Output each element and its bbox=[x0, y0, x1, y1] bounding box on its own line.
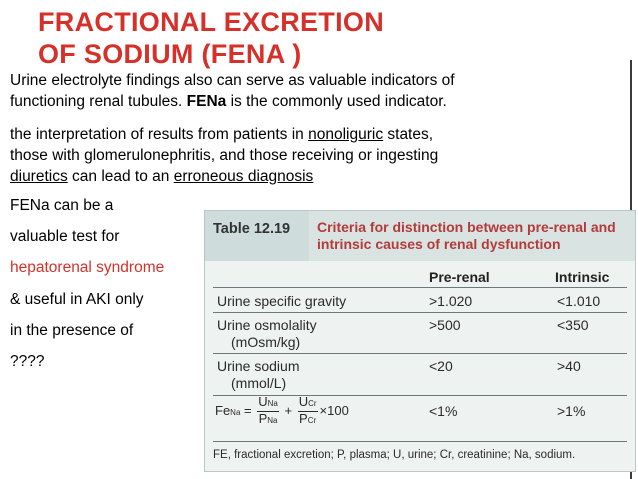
p-sub-na: Na bbox=[267, 416, 278, 425]
table-number: Table 12.19 bbox=[213, 221, 291, 237]
fena-eq: = bbox=[240, 402, 256, 418]
para2-line3-mid: can lead to an bbox=[67, 168, 174, 185]
table-footnote: FE, fractional excretion; P, plasma; U, urine; Cr, creatinine; Na, sodium. bbox=[213, 449, 576, 461]
cell-prerenal-sodium: <20 bbox=[429, 358, 453, 374]
list-item-hepatorenal: hepatorenal syndrome bbox=[10, 259, 165, 276]
p-symbol: P bbox=[258, 411, 268, 426]
cell-intrinsic-sodium: >40 bbox=[557, 358, 581, 374]
para2-line1-post: states, bbox=[383, 126, 434, 143]
list-item-question: ???? bbox=[10, 353, 45, 370]
row-unit-osmolality: (mOsm/kg) bbox=[231, 334, 301, 350]
erroneous-diagnosis-link: erroneous diagnosis bbox=[173, 168, 314, 185]
slide-title bbox=[38, 6, 384, 70]
column-header-intrinsic: Intrinsic bbox=[555, 269, 610, 285]
row-label-sodium: Urine sodium bbox=[217, 358, 300, 374]
fraction-na-denominator bbox=[257, 412, 279, 428]
para1-line2 bbox=[10, 91, 455, 112]
u-sub-na: Na bbox=[267, 399, 278, 408]
fena-lhs-sub: Na bbox=[230, 407, 241, 417]
cell-prerenal-fena: <1% bbox=[429, 403, 458, 419]
criteria-table bbox=[204, 210, 636, 472]
cell-intrinsic-fena: >1% bbox=[557, 403, 586, 419]
paragraph-electrolyte bbox=[10, 70, 455, 112]
fena-times: ×100 bbox=[319, 402, 349, 418]
header-rule bbox=[213, 287, 627, 288]
title-line-1: FRACTIONAL EXCRETION bbox=[38, 7, 385, 37]
list-item: in the presence of bbox=[10, 322, 134, 339]
para1-line2-pre: functioning renal tubules. bbox=[10, 93, 187, 110]
list-item: FENa can be a bbox=[10, 197, 114, 214]
title-line-2: OF SODIUM (FENA ) bbox=[38, 39, 302, 69]
para1-line2-post: is the commonly used indicator. bbox=[226, 93, 447, 110]
diuretics-link: diuretics bbox=[10, 168, 68, 185]
fraction-cr-denominator bbox=[298, 412, 318, 428]
cell-intrinsic-osmolality: <350 bbox=[557, 317, 589, 333]
u-sub-cr: Cr bbox=[308, 399, 317, 408]
row-unit-sodium: (mmol/L) bbox=[231, 375, 287, 391]
p-sub-cr: Cr bbox=[307, 416, 317, 425]
para2-line3 bbox=[10, 166, 438, 187]
fraction-na bbox=[257, 395, 279, 428]
u-symbol: U bbox=[258, 394, 268, 409]
fena-term: FENa bbox=[186, 93, 227, 110]
fena-formula bbox=[215, 395, 349, 428]
cell-prerenal-osmolality: >500 bbox=[429, 317, 461, 333]
para1-line1: Urine electrolyte findings also can serve as valuable indicators of bbox=[10, 72, 455, 89]
list-item: & useful in AKI only bbox=[10, 291, 144, 308]
para2-line1 bbox=[10, 124, 438, 145]
column-header-prerenal: Pre-renal bbox=[429, 269, 490, 285]
table-caption: Criteria for distinction between pre-renal and intrinsic causes of renal dysfunction bbox=[317, 219, 616, 252]
u-symbol: U bbox=[298, 394, 309, 409]
fena-plus: + bbox=[280, 402, 296, 418]
p-symbol: P bbox=[299, 411, 308, 426]
fraction-cr bbox=[298, 395, 318, 428]
list-item: valuable test for bbox=[10, 228, 120, 245]
fena-lhs: Fe bbox=[215, 402, 231, 418]
cell-intrinsic-specific-gravity: <1.010 bbox=[557, 293, 601, 309]
cell-prerenal-specific-gravity: >1.020 bbox=[429, 293, 473, 309]
para2-line2: those with glomerulonephritis, and those receiving or ingesting bbox=[10, 147, 439, 164]
paragraph-interpretation bbox=[10, 124, 438, 187]
fraction-cr-numerator bbox=[298, 395, 318, 412]
para2-line1-pre: the interpretation of results from patients in bbox=[10, 126, 309, 143]
row-rule bbox=[213, 312, 627, 313]
row-rule bbox=[213, 353, 627, 354]
nonoliguric-link: nonoliguric bbox=[308, 126, 384, 143]
fraction-na-numerator bbox=[257, 395, 279, 412]
row-label-specific-gravity: Urine specific gravity bbox=[217, 293, 347, 309]
footnote-rule bbox=[213, 441, 627, 442]
row-label-osmolality: Urine osmolality bbox=[217, 317, 317, 333]
